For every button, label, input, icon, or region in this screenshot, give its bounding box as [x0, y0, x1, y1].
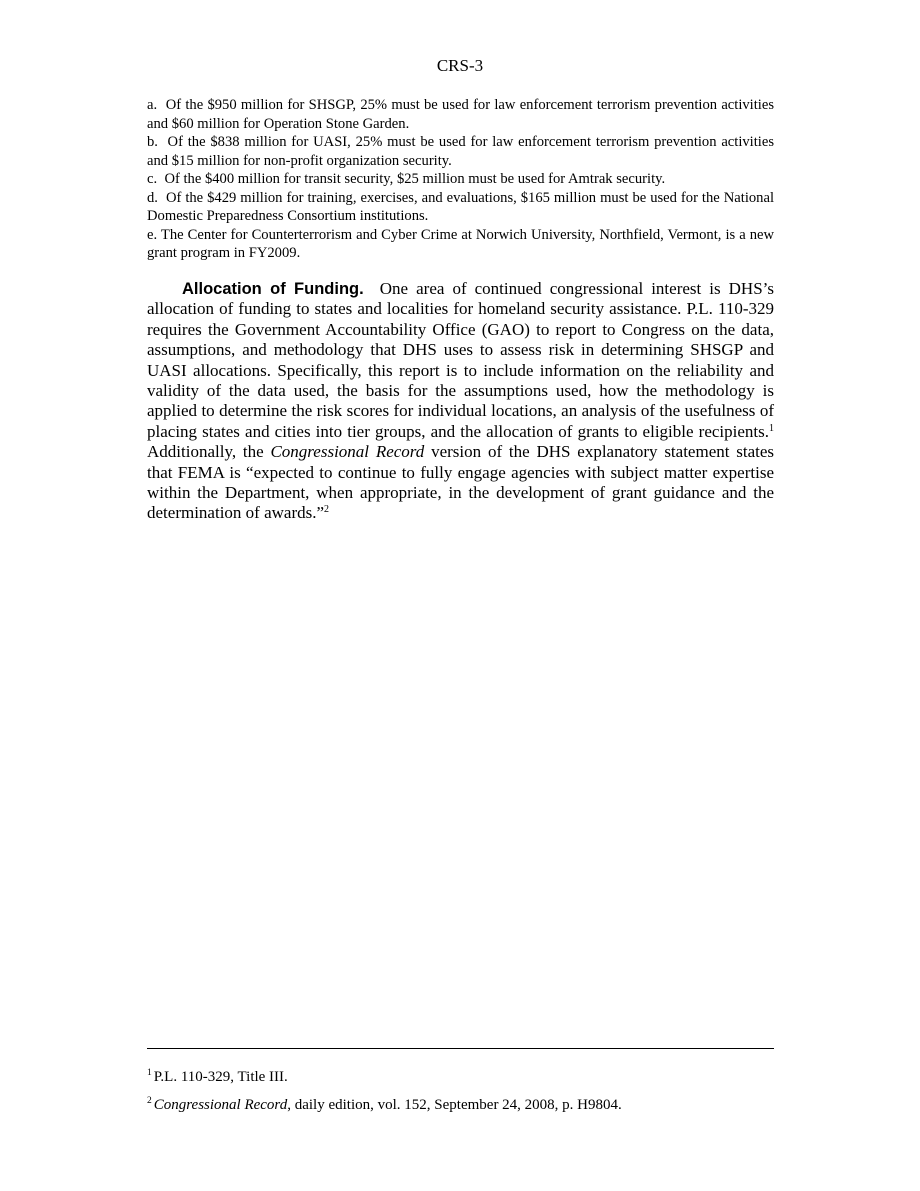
footnote-ref-1[interactable]: 1	[769, 422, 774, 434]
note-marker: b.	[147, 134, 158, 150]
note-text: The Center for Counterterrorism and Cyber Crime at Norwich University, Northfield, Vermont, is a new grant program in FY2009.	[147, 226, 775, 261]
paragraph-text-part1: One area of continued congressional interest is DHS’s allocation of funding to states and localities for homeland security assistance. P.L. 110-329 requires the Government Accountability Office (GAO) to report to Congress on the data, assumptions, and methodology that DHS uses to assess risk in determining SHSGP and UASI allocations. Specifically, this report is to include information on the reliability and validity of the data used, the basis for the assumptions used, how the methodology is applied to determine the risk scores for individual locations, an analysis of the usefulness of placing states and cities into tier groups, and the allocation of grants to eligible recipients.	[147, 279, 774, 441]
congressional-record-title: Congressional Record	[270, 442, 425, 462]
note-marker: d.	[147, 189, 158, 206]
footnote-2	[147, 1096, 774, 1114]
footnote-number: 1	[147, 1068, 152, 1078]
note-text: Of the $838 million for UASI, 25% must be used for law enforcement terrorism prevention activities and $15 million for non-profit organization security.	[147, 134, 775, 169]
note-marker: c.	[147, 171, 158, 187]
paragraph-text-part3: version of the DHS explanatory statement states that FEMA is “expected to continue to fully engage agencies with subject matter expertise within the Department, when appropriate, in the development of grant guidance and the determination of awards.”	[147, 442, 775, 523]
footnote-divider	[147, 1048, 774, 1049]
footnote-text: , daily edition, vol. 152, September 24, 2008, p. H9804.	[287, 1097, 622, 1113]
footnotes	[147, 1068, 774, 1124]
table-note-b	[147, 133, 774, 170]
table-notes	[147, 96, 774, 263]
footnote-1	[147, 1068, 774, 1086]
note-marker: a.	[147, 97, 158, 113]
note-text: Of the $950 million for SHSGP, 25% must be used for law enforcement terrorism prevention activities and $60 million for Operation Stone Garden.	[147, 97, 775, 132]
table-note-a	[147, 96, 774, 133]
note-text: Of the $429 million for training, exercises, and evaluations, $165 million must be used for the National Domestic Preparedness Consortium institutions.	[147, 189, 775, 224]
table-note-c	[147, 170, 774, 189]
footnote-number: 2	[147, 1096, 152, 1106]
table-note-e	[147, 226, 774, 263]
page-number-header: CRS-3	[436, 56, 484, 75]
footnote-text: P.L. 110-329, Title III.	[153, 1069, 288, 1085]
section-heading: Allocation of Funding.	[182, 280, 364, 298]
allocation-of-funding-paragraph	[147, 279, 774, 524]
footnote-ref-2[interactable]: 2	[324, 504, 330, 516]
note-text: Of the $400 million for transit security, $25 million must be used for Amtrak security.	[164, 171, 666, 187]
footnote-italic-title: Congressional Record	[153, 1097, 288, 1113]
paragraph-text-part2: Additionally, the	[147, 442, 264, 462]
table-note-d	[147, 189, 774, 226]
note-marker: e.	[147, 226, 158, 243]
